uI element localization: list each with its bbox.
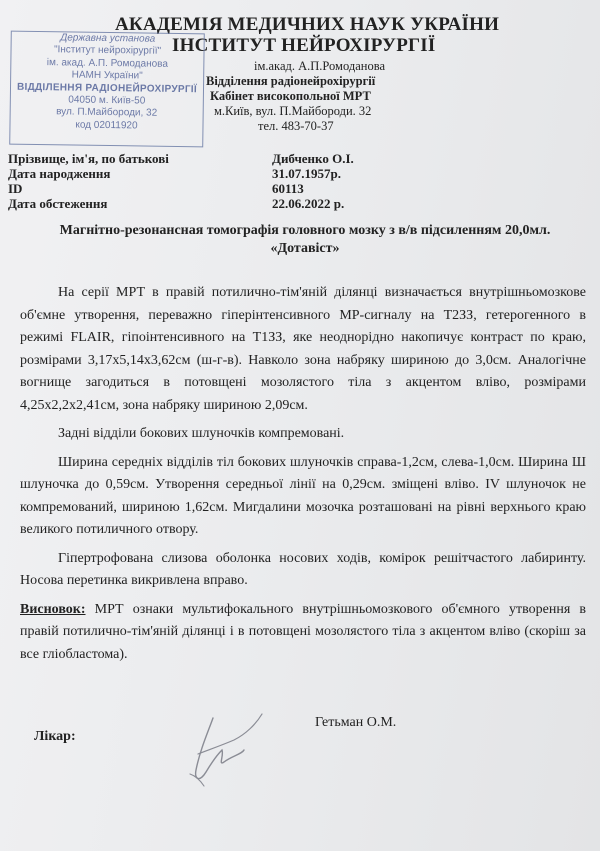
stamp-line: вул. П.Майбороди, 32: [56, 106, 158, 120]
dob-value: 31.07.1957р.: [272, 166, 341, 181]
cabinet-line: Кабінет високопольної МРТ: [210, 89, 371, 103]
report-body: [20, 282, 586, 666]
name-value: Дибченко О.І.: [272, 151, 354, 166]
stamp-line: код 02011920: [75, 119, 138, 132]
report-title-line: Магнітно-резонансная томографія головного мозку з в/в підсиленням 20,0мл.: [59, 223, 551, 238]
conclusion-paragraph: [20, 599, 586, 667]
stamp-line: ім. акад. А.П. Ромоданова: [46, 56, 169, 70]
department-line: Відділення радіонейрохірургії: [206, 74, 376, 88]
exam-date-value: 22.06.2022 р.: [272, 196, 345, 211]
sinus-paragraph: Гіпертрофована слизова оболонка носових ходів, комірок решітчастого лабиринту. Носова перетинка викривлена вправо.: [20, 550, 586, 588]
named-after-line: ім.акад. А.П.Ромоданова: [254, 59, 385, 73]
phone-line: тел. 483-70-37: [258, 119, 334, 133]
name-label: Прізвище, ім'я, по батькові: [8, 151, 169, 166]
dob-label: Дата народження: [8, 166, 111, 181]
ventricles-paragraph: Задні відділи бокових шлуночків компремовані.: [58, 426, 345, 441]
academy-heading: АКАДЕМІЯ МЕДИЧНИХ НАУК УКРАЇНИ: [115, 14, 500, 35]
address-line: м.Київ, вул. П.Майбороди. 32: [214, 104, 372, 118]
conclusion-label: Висновок:: [20, 601, 86, 617]
id-label: ID: [8, 181, 23, 196]
conclusion-text: МРТ ознаки мультифокального внутрішньомозкового об'ємного утворення в правій потилично-тім'яній ділянці і в потовщені мозолястого тіла з акцентом вліво (скоріш за все гліобластома).: [20, 601, 587, 662]
report-title-line: «Дотавіст»: [270, 241, 340, 256]
doctor-label: Лікар:: [34, 729, 76, 744]
institute-heading: ІНСТИТУТ НЕЙРОХІРУРГІЇ: [172, 35, 436, 56]
id-value: 60113: [272, 181, 304, 196]
institution-stamp: [9, 31, 205, 148]
stamp-line: НАМН України": [71, 69, 143, 82]
report-title: [20, 222, 590, 258]
doctor-name: Гетьман О.М.: [315, 715, 397, 730]
measurements-paragraph: Ширина середніх відділів тіл бокових шлуночків справа-1,2см, слева-1,0см. Ширина Ш шлуночка до 0,59см. Утворення середньої лінії на 0,29см. зміщені вліво. IV шлуночок не компремований, шириною 1,62см. Мигдалини мозочка розташовані на рівні верхнього краю великого потиличного отвору.: [20, 454, 586, 537]
doctor-signature: [178, 710, 268, 790]
stamp-line: 04050 м. Київ-50: [68, 94, 146, 107]
stamp-line: Державна установа: [60, 32, 156, 45]
stamp-line: "Інститут нейрохірургії": [53, 44, 162, 58]
stamp-line: ВІДДІЛЕННЯ РАДІОНЕЙРОХІРУРГІЇ: [16, 81, 198, 95]
exam-date-label: Дата обстеження: [8, 196, 108, 211]
findings-paragraph: На серії МРТ в правій потилично-тім'яній ділянці визначається внутрішньомозкове об'ємне утворення, переважно гіперінтенсивного МР-сигналу на Т2ЗЗ, гетерогенного в режимі FLAIR, гіпоінтенсивного на Т1ЗЗ, яке неоднорідно накопичує контраст по краю, розмірами 3,17х5,14х3,62см (ш-г-в). Навколо зона набряку шириною до 3,0см. Аналогічне вогнище загодиться в потовщені мозолястого тіла з акцентом вліво, розмірами 4,25х2,2х2,41см, зона набряку шириною 2,09см.: [20, 285, 586, 413]
